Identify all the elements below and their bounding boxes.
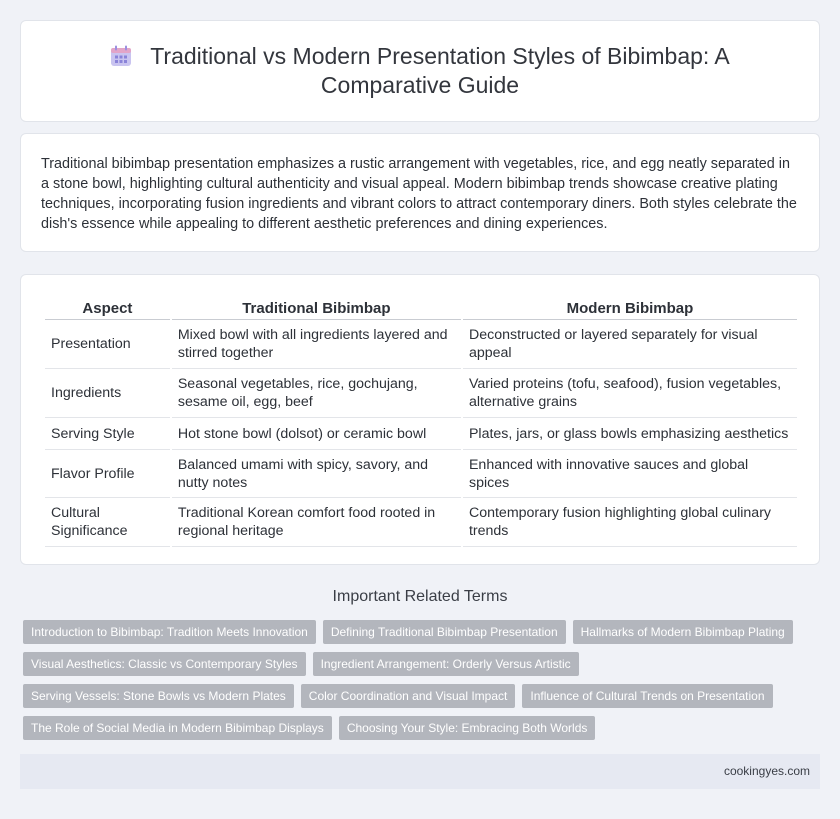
table-header-modern: Modern Bibimbap (463, 295, 797, 320)
header-card (20, 20, 820, 122)
page-title-wrap (90, 42, 750, 100)
table-cell-aspect: Flavor Profile (45, 450, 170, 498)
comparison-table-card (20, 274, 820, 565)
table-cell-traditional: Traditional Korean comfort food rooted in regional heritage (172, 498, 461, 547)
footer (20, 754, 820, 789)
related-tag[interactable]: The Role of Social Media in Modern Bibimbap Displays (23, 716, 332, 740)
intro-text: Traditional bibimbap presentation emphasizes a rustic arrangement with vegetables, rice, and egg neatly separated in a stone bowl, highlighting cultural authenticity and visual appeal. Modern bibimbap trends showcase creative plating techniques, incorporating fusion ingredients and vibrant colors to attract contemporary diners. Both styles celebrate the dish's essence while appealing to different aesthetic preferences and dining experiences. (41, 156, 797, 232)
table-row (45, 418, 797, 450)
related-tag[interactable]: Influence of Cultural Trends on Presentation (522, 684, 772, 708)
table-row (45, 320, 797, 369)
table-cell-aspect: Ingredients (45, 369, 170, 418)
page-title: Traditional vs Modern Presentation Styles of Bibimbap: A Comparative Guide (150, 43, 730, 98)
table-row (45, 450, 797, 498)
table-cell-traditional: Balanced umami with spicy, savory, and nutty notes (172, 450, 461, 498)
comparison-table (43, 295, 799, 547)
table-cell-aspect: Presentation (45, 320, 170, 369)
table-cell-traditional: Seasonal vegetables, rice, gochujang, sesame oil, egg, beef (172, 369, 461, 418)
related-tag[interactable]: Choosing Your Style: Embracing Both Worlds (339, 716, 596, 740)
footer-site-link[interactable]: cookingyes.com (723, 764, 810, 778)
related-tag[interactable]: Ingredient Arrangement: Orderly Versus Artistic (313, 652, 579, 676)
calendar-icon (110, 45, 132, 67)
table-cell-modern: Plates, jars, or glass bowls emphasizing aesthetics (463, 418, 797, 450)
table-cell-aspect: Serving Style (45, 418, 170, 450)
table-cell-traditional: Hot stone bowl (dolsot) or ceramic bowl (172, 418, 461, 450)
related-tag[interactable]: Hallmarks of Modern Bibimbap Plating (573, 620, 793, 644)
table-header-row (45, 295, 797, 320)
related-terms-heading: Important Related Terms (332, 588, 508, 605)
related-tag[interactable]: Defining Traditional Bibimbap Presentation (323, 620, 566, 644)
table-cell-aspect: Cultural Significance (45, 498, 170, 547)
related-tag[interactable]: Color Coordination and Visual Impact (301, 684, 516, 708)
table-cell-modern: Deconstructed or layered separately for visual appeal (463, 320, 797, 369)
related-tag[interactable]: Serving Vessels: Stone Bowls vs Modern Plates (23, 684, 294, 708)
table-cell-modern: Enhanced with innovative sauces and global spices (463, 450, 797, 498)
related-terms-tags (23, 620, 823, 748)
table-row (45, 369, 797, 418)
intro-card (20, 133, 820, 252)
related-tag[interactable]: Visual Aesthetics: Classic vs Contemporary Styles (23, 652, 306, 676)
table-row (45, 498, 797, 547)
table-header-aspect: Aspect (45, 295, 170, 320)
table-cell-traditional: Mixed bowl with all ingredients layered and stirred together (172, 320, 461, 369)
table-header-traditional: Traditional Bibimbap (172, 295, 461, 320)
table-cell-modern: Varied proteins (tofu, seafood), fusion vegetables, alternative grains (463, 369, 797, 418)
related-tag[interactable]: Introduction to Bibimbap: Tradition Meets Innovation (23, 620, 316, 644)
table-cell-modern: Contemporary fusion highlighting global culinary trends (463, 498, 797, 547)
